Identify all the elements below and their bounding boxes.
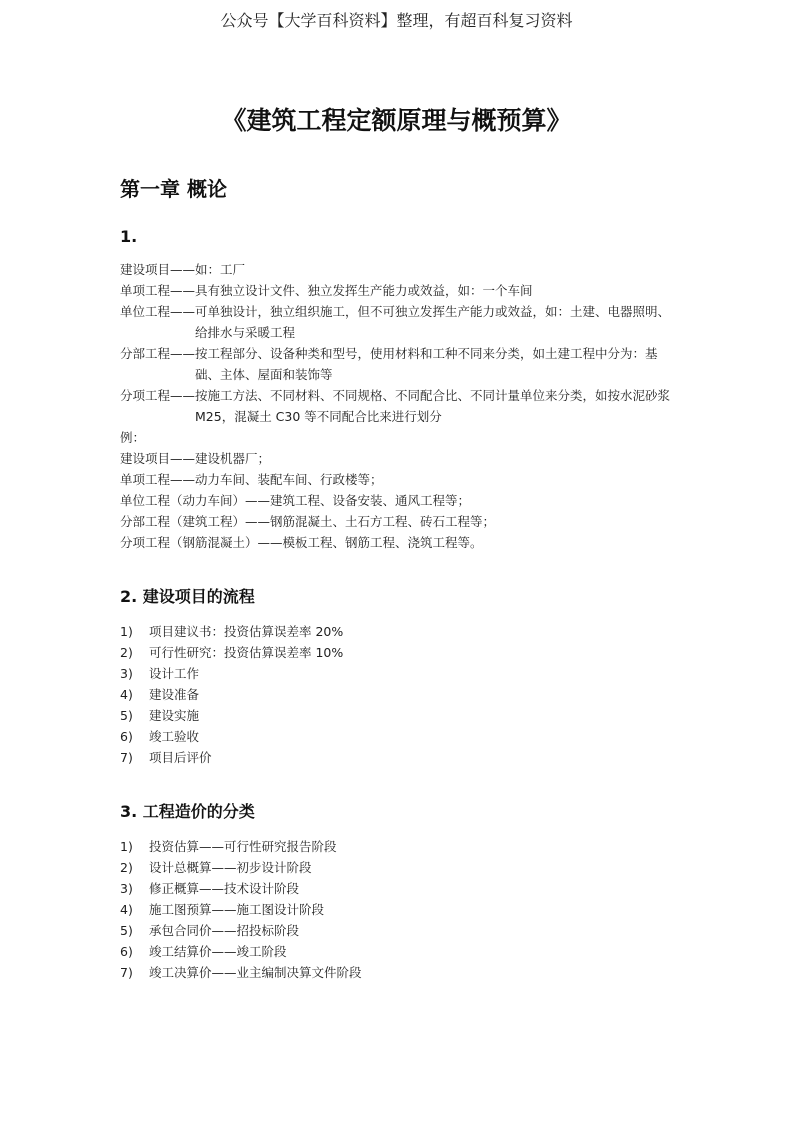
definition-row bbox=[120, 385, 680, 427]
definitions-block bbox=[120, 259, 680, 553]
chapter-title: 第一章 概论 bbox=[120, 177, 227, 201]
list-item bbox=[120, 941, 680, 962]
list-item bbox=[120, 747, 680, 768]
list-text: 项目建议书：投资估算误差率 20% bbox=[149, 624, 344, 639]
list-item bbox=[120, 857, 680, 878]
list-marker: 7) bbox=[120, 750, 133, 765]
list-text: 可行性研究：投资估算误差率 10% bbox=[149, 645, 344, 660]
list-marker: 5) bbox=[120, 923, 133, 938]
list-item bbox=[120, 962, 680, 983]
section-2-heading: 2. 建设项目的流程 bbox=[120, 587, 255, 606]
list-marker: 2) bbox=[120, 645, 133, 660]
list-item bbox=[120, 621, 680, 642]
list-item bbox=[120, 920, 680, 941]
example-line: 单项工程——动力车间、装配车间、行政楼等； bbox=[120, 472, 383, 487]
list-marker: 1) bbox=[120, 624, 133, 639]
header-note: 公众号【大学百科资料】整理，有超百科复习资料 bbox=[220, 11, 573, 30]
list-marker: 6) bbox=[120, 944, 133, 959]
example-line: 分项工程（钢筋混凝土）——模板工程、钢筋工程、浇筑工程等。 bbox=[120, 535, 483, 550]
list-item bbox=[120, 705, 680, 726]
definition-text: 按施工方法、不同材料、不同规格、不同配合比、不同计量单位来分类，如按水泥砂浆 M25，混凝土 C30 等不同配合比来进行划分 bbox=[195, 388, 671, 424]
document-title: 《建筑工程定额原理与概预算》 bbox=[221, 106, 572, 135]
definition-term: 建设项目—— bbox=[120, 262, 196, 277]
definition-text: 如：工厂 bbox=[195, 262, 246, 277]
list-marker: 3) bbox=[120, 666, 133, 681]
definition-term: 分项工程—— bbox=[120, 388, 196, 403]
list-item bbox=[120, 836, 680, 857]
definition-term: 单项工程—— bbox=[120, 283, 196, 298]
definition-row bbox=[120, 259, 680, 280]
list-text: 施工图预算——施工图设计阶段 bbox=[149, 902, 325, 917]
definition-text: 具有独立设计文件、独立发挥生产能力或效益，如：一个车间 bbox=[195, 283, 533, 298]
list-marker: 6) bbox=[120, 729, 133, 744]
list-item bbox=[120, 663, 680, 684]
definition-row bbox=[120, 280, 680, 301]
list-marker: 1) bbox=[120, 839, 133, 854]
list-text: 投资估算——可行性研究报告阶段 bbox=[149, 839, 337, 854]
definition-text: 可单独设计，独立组织施工，但不可独立发挥生产能力或效益，如：土建、电器照明、给排水与采暖工程 bbox=[195, 304, 671, 340]
definition-row bbox=[120, 301, 680, 343]
process-list bbox=[120, 621, 680, 768]
cost-classification-list bbox=[120, 836, 680, 983]
example-line: 建设项目——建设机器厂； bbox=[120, 451, 271, 466]
list-text: 竣工验收 bbox=[149, 729, 200, 744]
list-marker: 4) bbox=[120, 687, 133, 702]
list-text: 设计总概算——初步设计阶段 bbox=[149, 860, 312, 875]
list-item bbox=[120, 899, 680, 920]
list-text: 建设实施 bbox=[149, 708, 200, 723]
list-item bbox=[120, 642, 680, 663]
example-label: 例： bbox=[120, 430, 146, 445]
section-1-heading: 1. bbox=[120, 227, 138, 246]
list-text: 承包合同价——招投标阶段 bbox=[149, 923, 300, 938]
section-3-heading: 3. 工程造价的分类 bbox=[120, 802, 255, 821]
list-item bbox=[120, 878, 680, 899]
list-item bbox=[120, 684, 680, 705]
list-marker: 2) bbox=[120, 860, 133, 875]
list-marker: 7) bbox=[120, 965, 133, 980]
example-line: 分部工程（建筑工程）——钢筋混凝土、土石方工程、砖石工程等； bbox=[120, 514, 496, 529]
definition-text: 按工程部分、设备种类和型号，使用材料和工种不同来分类，如土建工程中分为：基础、主体、屋面和装饰等 bbox=[195, 346, 658, 382]
list-item bbox=[120, 726, 680, 747]
list-text: 设计工作 bbox=[149, 666, 200, 681]
list-marker: 4) bbox=[120, 902, 133, 917]
list-marker: 3) bbox=[120, 881, 133, 896]
list-text: 建设准备 bbox=[149, 687, 200, 702]
list-text: 竣工结算价——竣工阶段 bbox=[149, 944, 287, 959]
definition-term: 分部工程—— bbox=[120, 346, 196, 361]
list-text: 修正概算——技术设计阶段 bbox=[149, 881, 300, 896]
list-marker: 5) bbox=[120, 708, 133, 723]
list-text: 竣工决算价——业主编制决算文件阶段 bbox=[149, 965, 362, 980]
list-text: 项目后评价 bbox=[149, 750, 212, 765]
example-line: 单位工程（动力车间）——建筑工程、设备安装、通风工程等； bbox=[120, 493, 471, 508]
definition-term: 单位工程—— bbox=[120, 304, 196, 319]
definition-row bbox=[120, 343, 680, 385]
